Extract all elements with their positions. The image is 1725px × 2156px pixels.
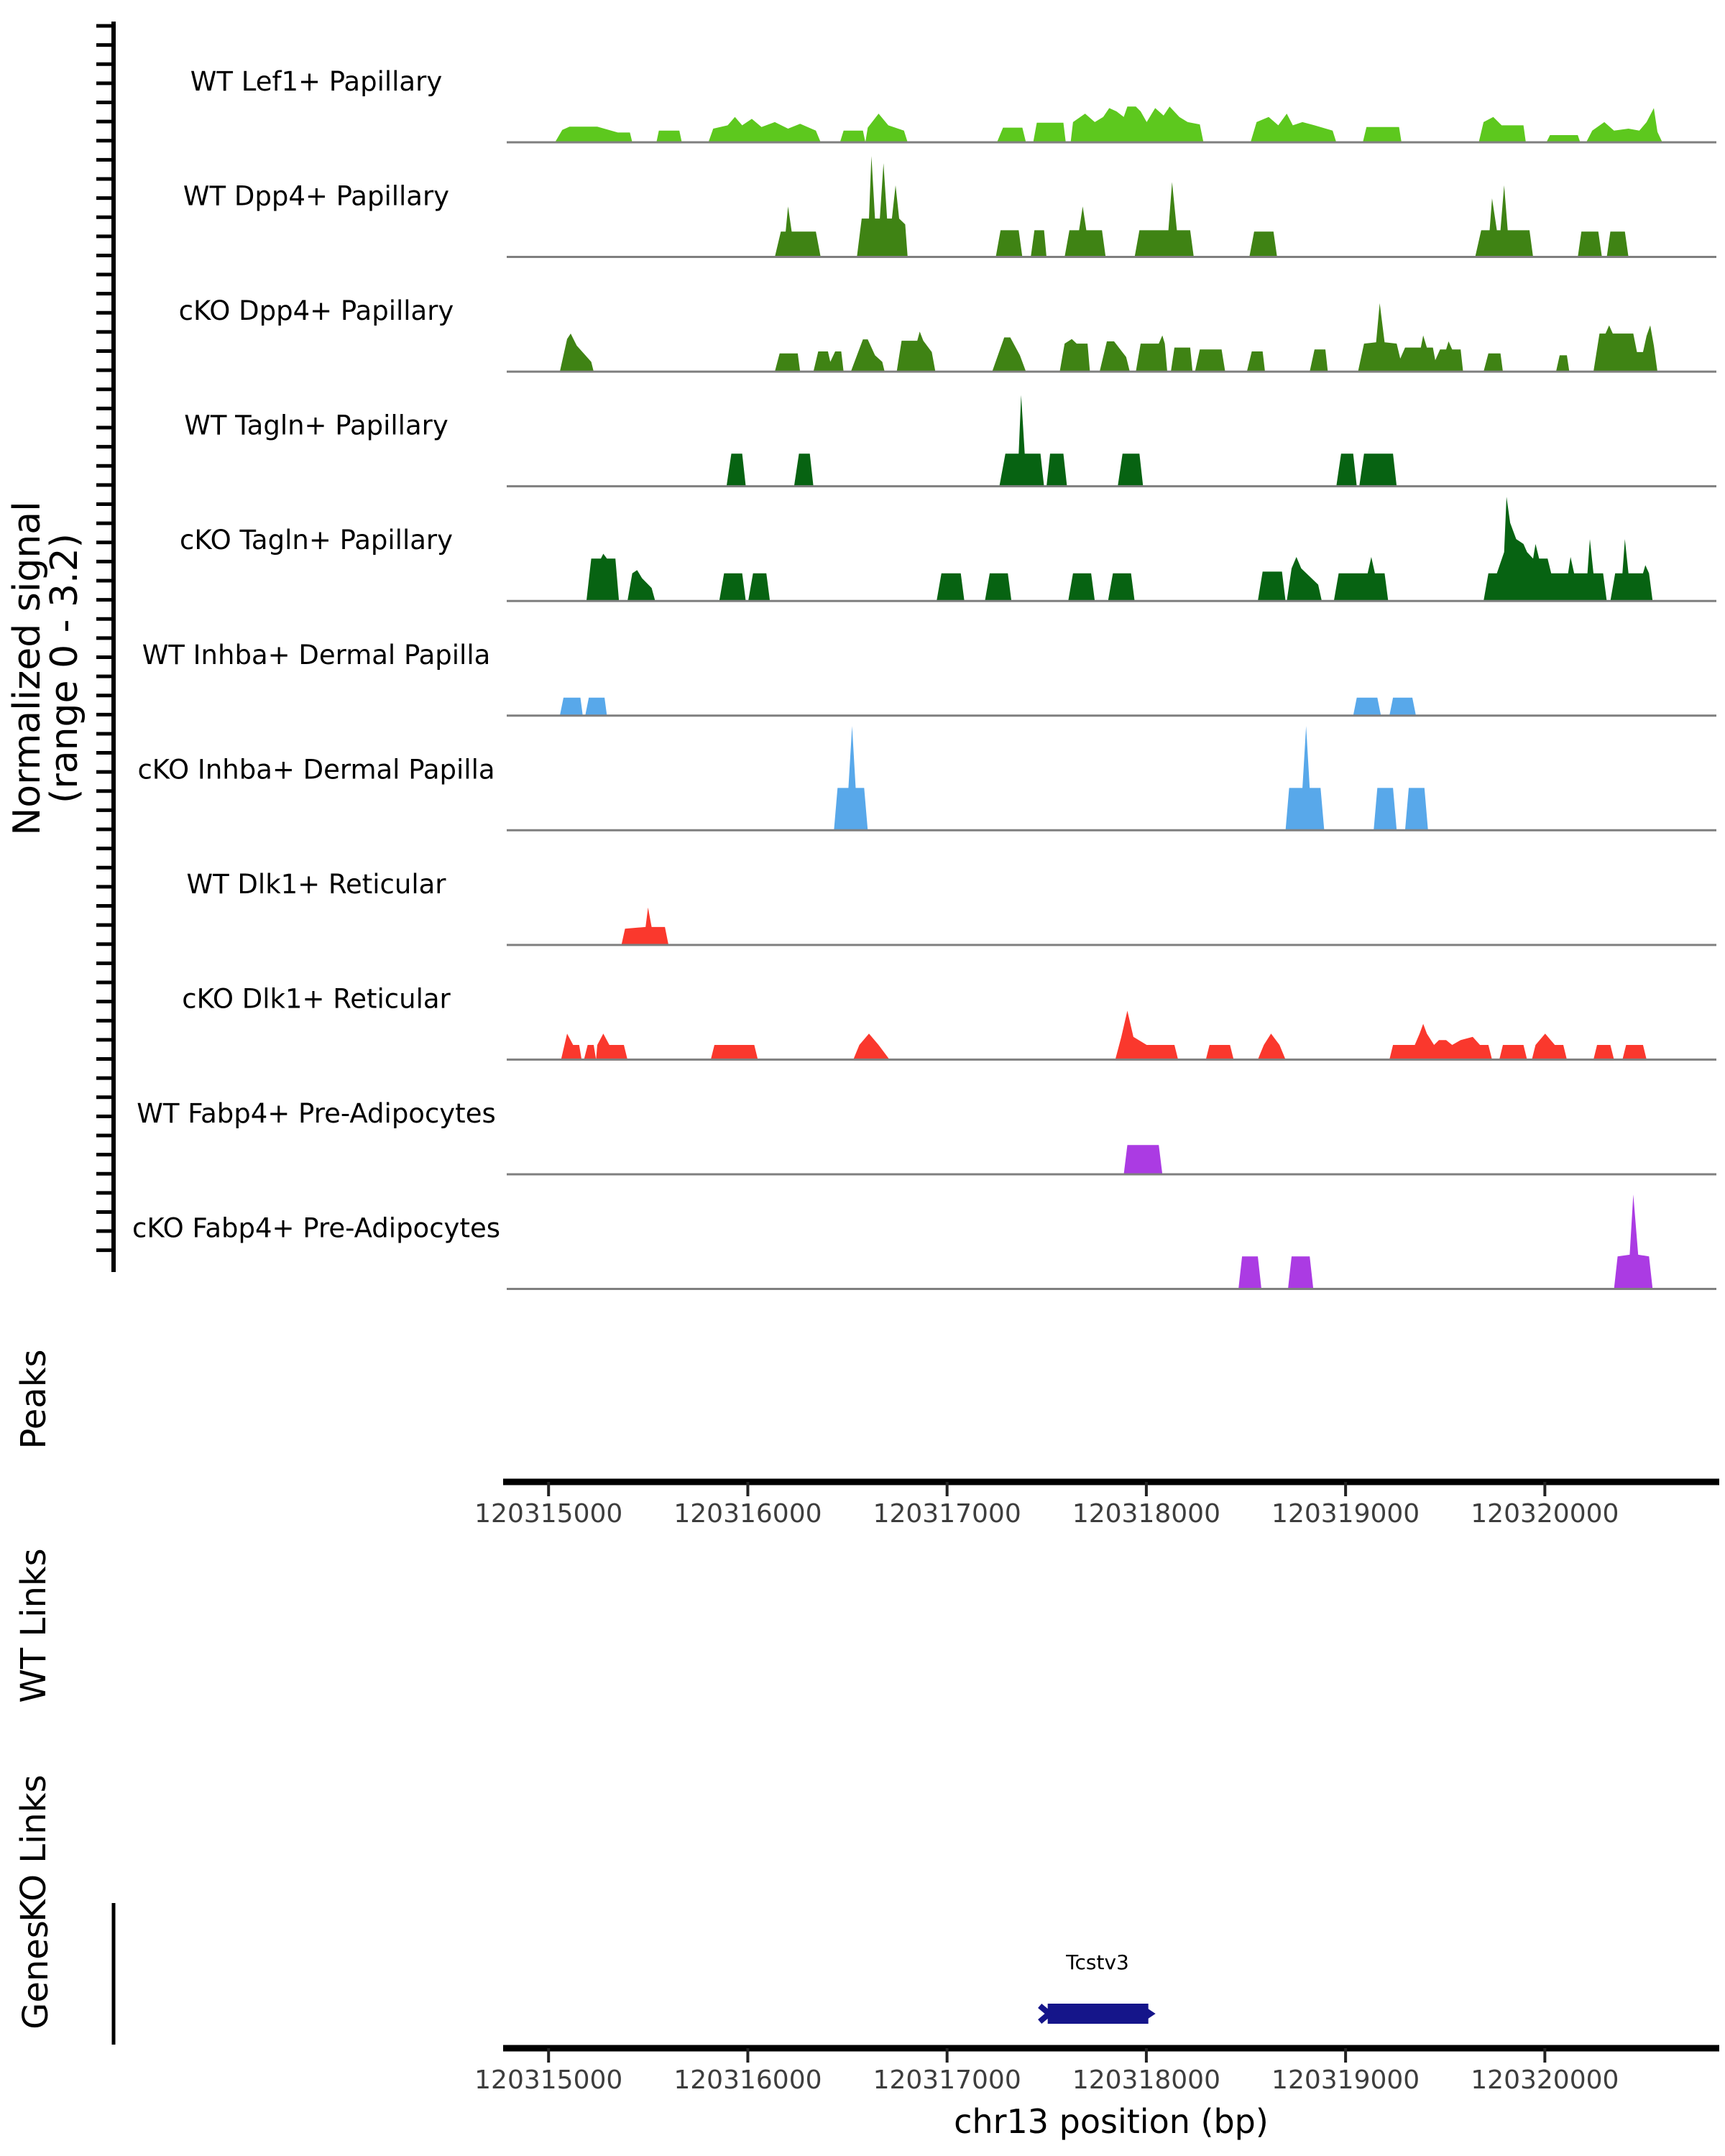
signal-area (1238, 1194, 1652, 1289)
signal-track (190, 66, 1716, 142)
track-label: WT Fabp4+ Pre-Adipocytes (137, 1097, 496, 1129)
gene-body (1048, 2004, 1149, 2024)
signal-y-axis (96, 22, 114, 1272)
x-axis-tick-label: 120319000 (1271, 2065, 1420, 2095)
track-label: cKO Fabp4+ Pre-Adipocytes (132, 1212, 501, 1244)
track-label: cKO Inhba+ Dermal Papilla (137, 754, 495, 786)
signal-area (555, 106, 1662, 142)
signal-track (182, 983, 1716, 1059)
x-axis-title: chr13 position (bp) (954, 2102, 1269, 2141)
wt-links-section-label: WT Links (14, 1548, 54, 1703)
gene-name-label: Tcstv3 (1066, 1950, 1129, 1974)
signal-area (727, 395, 1397, 487)
x-axis-tick-label: 120315000 (474, 1499, 623, 1529)
signal-track (132, 1194, 1716, 1289)
signal-track (184, 395, 1716, 487)
signal-area (834, 726, 1428, 830)
signal-track (186, 869, 1716, 945)
genes-section-label: Genes (16, 1920, 56, 2030)
track-label: WT Dpp4+ Papillary (183, 180, 450, 212)
signal-track (137, 726, 1716, 830)
gene-arrowhead-icon (1147, 2008, 1156, 2019)
signal-area (560, 698, 1416, 716)
x-axis-tick-label: 120316000 (673, 2065, 822, 2095)
track-label: cKO Dlk1+ Reticular (182, 983, 451, 1015)
track-label: cKO Tagln+ Papillary (179, 525, 454, 556)
track-label: cKO Dpp4+ Papillary (178, 295, 454, 327)
signal-area (561, 1010, 1647, 1059)
genes-x-axis (114, 1903, 1719, 2095)
x-axis-tick-label: 120319000 (1271, 1499, 1420, 1529)
gene-annotations (1040, 1950, 1156, 2024)
signal-tracks (132, 66, 1716, 1289)
x-axis-tick-label: 120315000 (474, 2065, 623, 2095)
x-axis-tick-label: 120318000 (1072, 2065, 1220, 2095)
x-axis-tick-label: 120320000 (1471, 2065, 1619, 2095)
track-label: WT Lef1+ Papillary (190, 66, 443, 97)
signal-track (183, 156, 1716, 257)
x-axis-tick-label: 120318000 (1072, 1499, 1220, 1529)
signal-area (775, 156, 1629, 257)
track-label: WT Inhba+ Dermal Papilla (142, 639, 491, 671)
signal-track (142, 640, 1716, 716)
x-axis-tick-label: 120316000 (673, 1499, 822, 1529)
signal-area (622, 908, 669, 945)
x-axis-tick-label: 120317000 (873, 2065, 1021, 2095)
signal-track (180, 497, 1716, 601)
y-axis-label-line1: Normalized signal (6, 501, 49, 836)
track-label: WT Tagln+ Papillary (184, 410, 448, 441)
peaks-x-axis (474, 1482, 1719, 1529)
x-axis-tick-label: 120317000 (873, 1499, 1021, 1529)
track-label: WT Dlk1+ Reticular (186, 868, 446, 900)
ko-links-section-label: KO Links (14, 1774, 54, 1922)
y-axis-label-line2: (range 0 - 3.2) (43, 533, 86, 803)
peaks-section-label: Peaks (14, 1349, 54, 1450)
x-axis-tick-label: 120320000 (1471, 1499, 1619, 1529)
signal-track (137, 1098, 1716, 1174)
signal-area (560, 303, 1657, 372)
signal-area (1124, 1145, 1163, 1174)
signal-area (586, 497, 1652, 601)
signal-track (179, 295, 1716, 372)
